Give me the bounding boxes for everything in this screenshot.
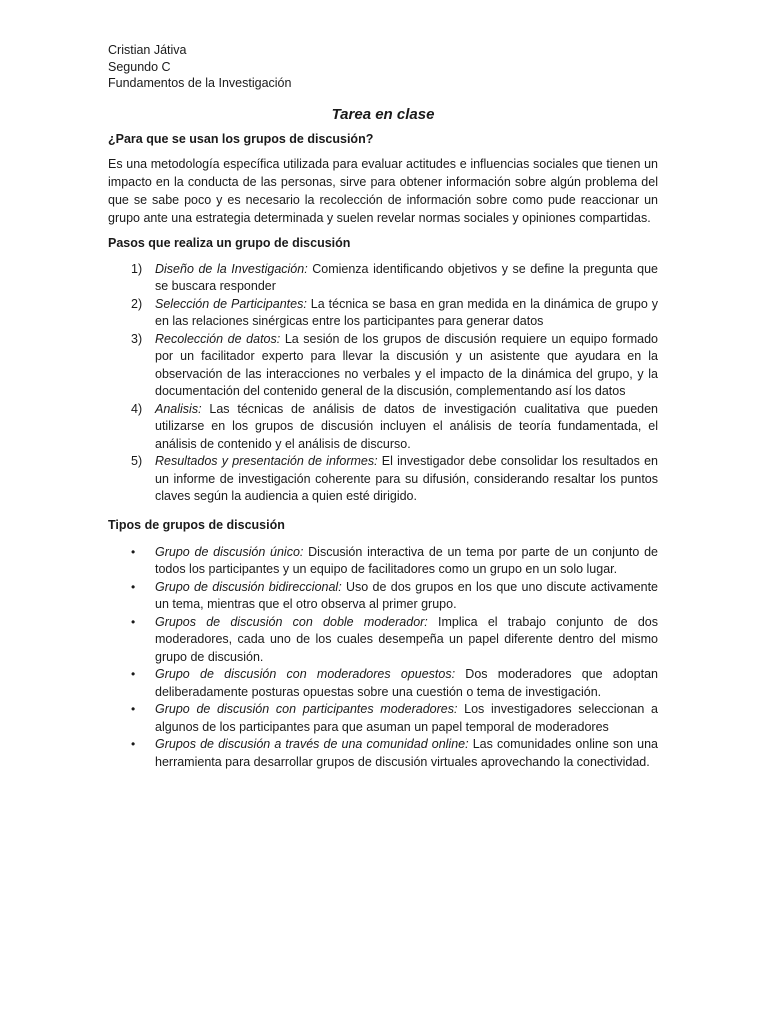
step-text: El investigador debe consolidar los resultados en un informe de investigación coherente para su difusión, considerando resaltar los puntos claves según la audiencia a quien esté dirigido. [155,454,659,503]
type-text: Implica el trabajo conjunto de dos moderadores, cada uno de los cuales desempeña un papel diferente dentro del mismo grupo de discusión. [155,614,658,664]
step-text: La sesión de los grupos de discusión requiere un equipo formado por un facilitador experto para llevar la discusión y un asistente que ayudara en la observación de las interacciones no verbales y el impacto de la dinámica del grupo, y la documentación del contenido general de la discusión, complementando así los datos [155,331,659,398]
bullet-icon: • [131,579,136,594]
step-number: 3) [131,331,143,346]
steps-list [108,261,658,506]
step-text: Las técnicas de análisis de datos de investigación cualitativa que pueden utilizarse en los grupos de discusión incluyen el análisis de teoría fundamentada, el análisis de contenido y el análisis de discurso. [155,401,658,451]
step-term: Diseño de la Investigación: [155,261,308,276]
type-text: Los investigadores seleccionan a algunos de los participantes para que asuman un papel temporal de moderadores [155,702,658,734]
step-number: 1) [131,261,143,276]
type-term: Grupo de discusión único: [155,544,304,559]
type-term: Grupo de discusión bidireccional: [155,579,342,594]
list-item [108,331,658,401]
step-number: 2) [131,296,143,311]
course-name: Segundo C [108,59,171,74]
steps-heading: Pasos que realiza un grupo de discusión [108,235,351,250]
type-term: Grupos de discusión con doble moderador: [155,614,428,629]
list-item [108,666,658,701]
type-text: Las comunidades online son una herramienta para desarrollar grupos de discusión virtuales aprovechando la conectividad. [155,737,658,769]
step-term: Resultados y presentación de informes: [155,454,378,468]
list-item [108,453,658,506]
document-header [108,42,658,92]
type-text: Dos moderadores que adoptan deliberadamente posturas opuestas sobre una cuestión o tema de investigación. [155,667,658,699]
step-text: Comienza identificando objetivos y se define la pregunta que se buscara responder [155,261,658,293]
list-item [108,614,658,667]
list-item [108,736,658,771]
step-number: 5) [131,454,143,468]
bullet-icon: • [131,737,136,751]
bullet-icon: • [131,702,136,716]
type-text: Uso de dos grupos en los que uno discute activamente un tema, mientras que el otro observa al primer grupo. [155,579,658,611]
types-heading: Tipos de grupos de discusión [108,517,285,532]
step-number: 4) [131,401,143,416]
bullet-icon: • [131,544,136,559]
type-text: Discusión interactiva de un tema por parte de un conjunto de todos los participantes y un equipo de facilitadores como un grupo en un solo lugar. [155,544,658,576]
subject-name: Fundamentos de la Investigación [108,76,292,90]
types-list [108,544,658,772]
type-term: Grupo de discusión con participantes moderadores: [155,702,458,716]
step-text: La técnica se basa en gran medida en la dinámica de grupo y en las relaciones sinérgicas entre los participantes para generar datos [155,296,659,328]
list-item [108,261,658,296]
bullet-icon: • [131,614,136,629]
list-item [108,296,658,331]
type-term: Grupo de discusión con moderadores opuestos: [155,667,456,681]
question-heading: ¿Para que se usan los grupos de discusión? [108,131,374,146]
step-term: Selección de Participantes: [155,296,307,311]
document-page [108,42,658,771]
list-item [108,701,658,736]
list-item [108,401,658,454]
list-item [108,544,658,579]
step-term: Recolección de datos: [155,331,281,346]
intro-paragraph: Es una metodología específica utilizada para evaluar actitudes e influencias sociales que tienen un impacto en la conducta de las personas, sirve para obtener información sobre algún problema del que se sabe poco y es necesario la recolección de información sobre como pude reaccionar un grupo ante una estrategia determinada y suelen revelar normas sociales y opiniones compartidas. [108,156,658,225]
author-name: Cristian Játiva [108,43,187,57]
step-term: Analisis: [155,401,202,416]
bullet-icon: • [131,667,136,681]
document-title: Tarea en clase [331,105,435,123]
type-term: Grupos de discusión a través de una comunidad online: [155,737,469,751]
list-item [108,579,658,614]
